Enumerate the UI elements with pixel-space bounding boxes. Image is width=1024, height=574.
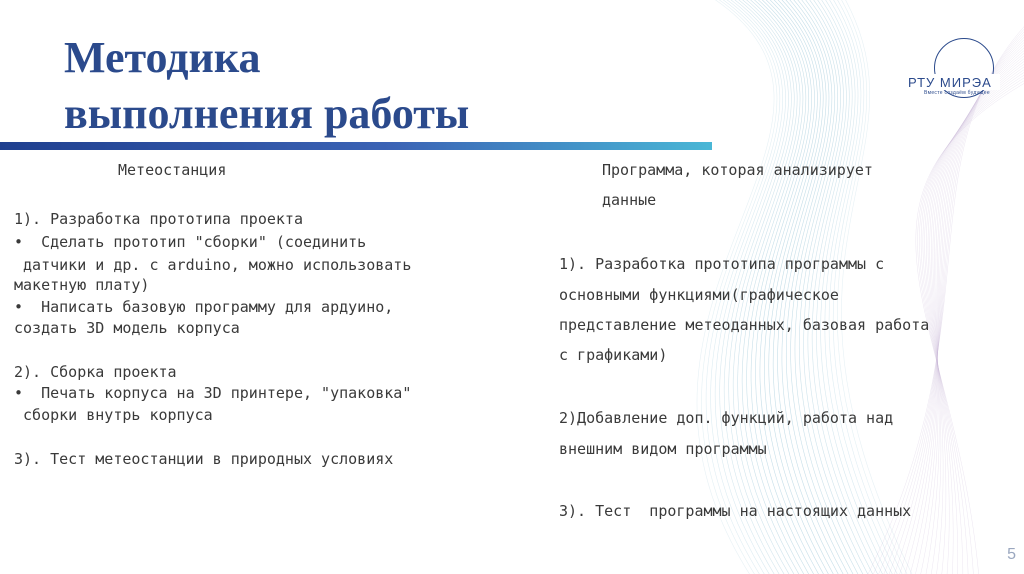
- right-line: 3). Тест программы на настоящих данных: [559, 502, 912, 520]
- slide-title: [64, 30, 469, 142]
- title-line-1: Методика: [64, 33, 261, 82]
- left-line: • Сделать прототип "сборки" (соединить: [14, 233, 367, 251]
- right-line: представление метеоданных, базовая работа: [559, 316, 930, 334]
- left-line: создать 3D модель корпуса: [14, 319, 240, 337]
- page-number: 5: [1007, 546, 1016, 563]
- logo-text: РТУ МИРЭА: [904, 74, 1000, 90]
- left-line: 2). Сборка проекта: [14, 363, 177, 381]
- title-line-2: выполнения работы: [64, 89, 470, 138]
- left-line: макетную плату): [14, 276, 150, 294]
- title-underline-bar: [0, 142, 712, 150]
- university-logo: [904, 36, 1000, 116]
- left-heading: Метеостанция: [118, 161, 227, 179]
- wave-line: [900, 40, 1024, 574]
- right-heading-line-2: данные: [602, 191, 657, 209]
- left-line: • Написать базовую программу для ардуино,: [14, 298, 394, 316]
- right-line: 1). Разработка прототипа программы с: [559, 255, 885, 273]
- wave-line: [916, 80, 1024, 574]
- right-heading-line-1: Программа, которая анализирует: [602, 161, 873, 179]
- right-line: внешним видом программы: [559, 440, 767, 458]
- left-line: датчики и др. с arduino, можно использовать: [14, 256, 412, 274]
- right-line: основными функциями(графическое: [559, 286, 839, 304]
- wave-line: [894, 37, 1024, 574]
- right-line: 2)Добавление доп. функций, работа над: [559, 409, 894, 427]
- left-line: 1). Разработка прототипа проекта: [14, 210, 303, 228]
- left-line: 3). Тест метеостанции в природных условиях: [14, 450, 394, 468]
- left-line: сборки внутрь корпуса: [14, 406, 213, 424]
- wave-line: [930, 57, 1024, 574]
- right-line: с графиками): [559, 346, 668, 364]
- logo-tagline: Вместе создаём будущее: [924, 90, 990, 96]
- left-line: • Печать корпуса на 3D принтере, "упаковка": [14, 384, 412, 402]
